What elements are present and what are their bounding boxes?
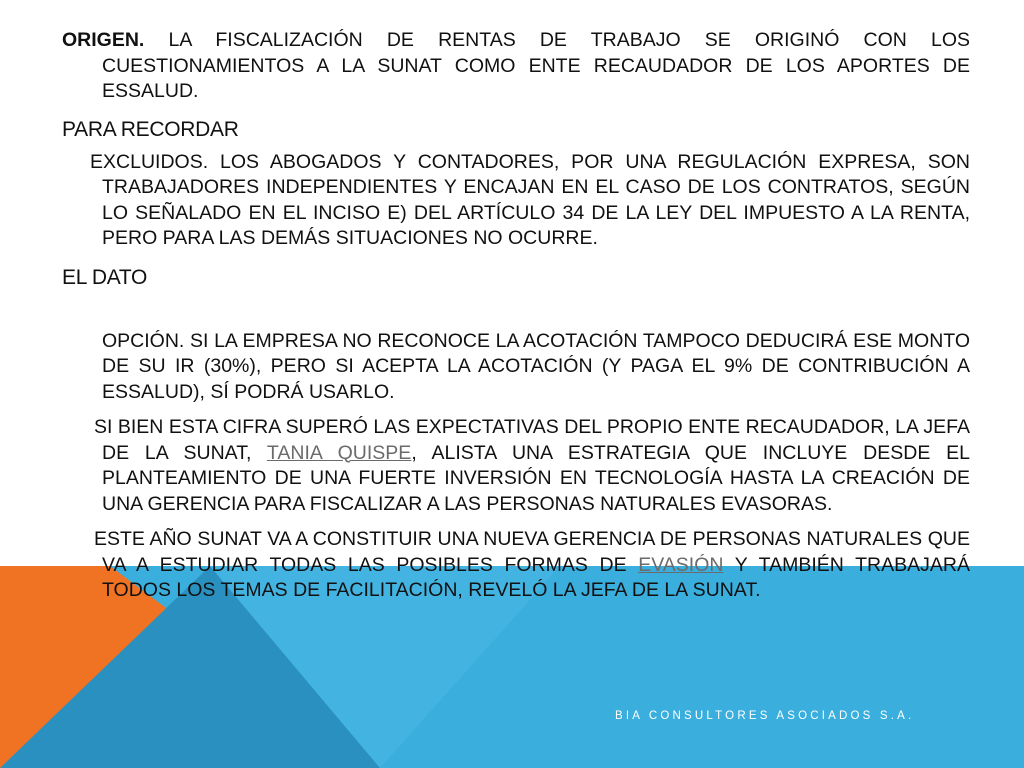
- sibien-text-before: SI BIEN ESTA CIFRA SUPERÓ LAS EXPECTATIVAS DEL PROPIO ENTE RECAUDADOR, LA JEFA DE LA SUNAT,: [94, 416, 970, 464]
- este-text-after: Y TAMBIÉN TRABAJARÁ TODOS LOS TEMAS DE FACILITACIÓN, REVELÓ LA JEFA DE LA SUNAT.: [102, 553, 970, 601]
- sibien-paragraph: [62, 415, 970, 517]
- este-paragraph: [62, 527, 970, 604]
- origen-label: ORIGEN.: [62, 29, 145, 51]
- heading-para-recordar: PARA RECORDAR: [62, 117, 239, 141]
- origen-text: LA FISCALIZACIÓN DE RENTAS DE TRABAJO SE ORIGINÓ CON LOS CUESTIONAMIENTOS A LA SUNAT COMO ENTE RECAUDADOR DE LOS APORTES DE ESSALUD.: [102, 29, 970, 102]
- footer-company: BIA CONSULTORES ASOCIADOS S.A.: [615, 710, 915, 722]
- sibien-text-after: , ALISTA UNA ESTRATEGIA QUE INCLUYE DESDE EL PLANTEAMIENTO DE UNA FUERTE INVERSIÓN EN TECNOLOGÍA HASTA LA CREACIÓN DE UNA GERENCIA PARA FISCALIZAR A LAS PERSONAS NATURALES EVASORAS.: [102, 441, 970, 515]
- origen-paragraph: [62, 28, 970, 105]
- tania-quispe-link[interactable]: TANIA QUISPE: [266, 441, 412, 464]
- heading-el-dato: EL DATO: [62, 265, 148, 289]
- excluidos-paragraph: EXCLUIDOS. LOS ABOGADOS Y CONTADORES, POR UNA REGULACIÓN EXPRESA, SON TRABAJADORES INDEPENDIENTES Y ENCAJAN EN EL CASO DE LOS CONTRATOS, SEGÚN LO SEÑALADO EN EL INCISO E) DEL ARTÍCULO 34 DE LA LEY DEL IMPUESTO A LA RENTA, PERO PARA LAS DEMÁS SITUACIONES NO OCURRE.: [90, 150, 970, 249]
- slide-content: [62, 28, 970, 604]
- evasion-link[interactable]: EVASIÓN: [638, 553, 724, 576]
- este-text-before: ESTE AÑO SUNAT VA A CONSTITUIR UNA NUEVA GERENCIA DE PERSONAS NATURALES QUE VA A ESTUDIAR TODAS LAS POSIBLES FORMAS DE: [94, 528, 970, 576]
- opcion-paragraph: OPCIÓN. SI LA EMPRESA NO RECONOCE LA ACOTACIÓN TAMPOCO DEDUCIRÁ ESE MONTO DE SU IR (30%), PERO SI ACEPTA LA ACOTACIÓN (Y PAGA EL 9% DE CONTRIBUCIÓN A ESSALUD), SÍ PODRÁ USARLO.: [102, 329, 970, 403]
